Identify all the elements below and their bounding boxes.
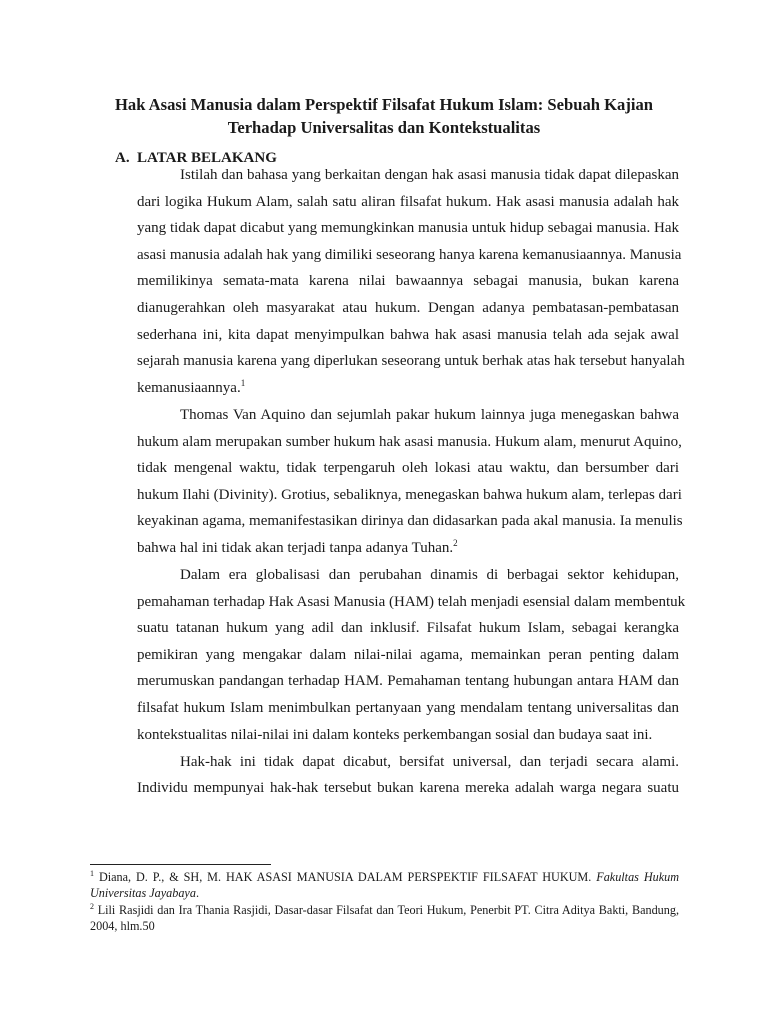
footnote-number: 2 xyxy=(90,901,94,911)
body-line: Thomas Van Aquino dan sejumlah pakar hukum lainnya juga menegaskan bahwa xyxy=(180,407,679,423)
body-line: hukum alam merupakan sumber hukum hak asasi manusia. Hukum alam, menurut Aquino, xyxy=(137,434,682,450)
body-line: memilikinya semata-mata karena nilai bawaannya sebagai manusia, bukan karena xyxy=(137,273,679,289)
footnote-text: Lili Rasjidi dan Ira Thania Rasjidi, Dasar-dasar Filsafat dan Teori Hukum, Penerbit PT. Citra Aditya Bakti, Bandung, xyxy=(97,903,679,917)
body-line-with-footnote-ref xyxy=(137,378,679,398)
body-line: hukum Ilahi (Divinity). Grotius, sebaliknya, menegaskan bahwa hukum alam, terlepas dari xyxy=(137,487,682,503)
footnote-source: Universitas Jayabaya xyxy=(90,886,196,900)
body-line: pemikiran yang mengakar dalam nilai-nilai agama, memainkan peran penting dalam xyxy=(137,647,679,663)
body-line: kontekstualitas nilai-nilai ini dalam konteks perkembangan sosial dan budaya saat ini. xyxy=(137,727,653,743)
footnote-number: 1 xyxy=(90,868,94,878)
body-line: Dalam era globalisasi dan perubahan dinamis di berbagai sektor kehidupan, xyxy=(180,567,679,583)
title-line-2: Terhadap Universalitas dan Kontekstualitas xyxy=(227,118,541,137)
body-line: Istilah dan bahasa yang berkaitan dengan hak asasi manusia tidak dapat dilepaskan xyxy=(180,167,679,183)
body-line: dari logika Hukum Alam, salah satu aliran filsafat hukum. Hak asasi manusia adalah hak xyxy=(137,194,679,210)
body-line: filsafat hukum Islam menimbulkan pertanyaan yang mendalam tentang universalitas dan xyxy=(137,700,679,716)
footnote-1-continued xyxy=(90,885,679,901)
body-line: Individu mempunyai hak-hak tersebut bukan karena mereka adalah warga negara suatu xyxy=(137,780,679,796)
footnote-text: Diana, D. P., & SH, M. HAK ASASI MANUSIA DALAM PERSPEKTIF FILSAFAT HUKUM. xyxy=(98,870,592,884)
footnote-2 xyxy=(90,902,679,918)
body-line-text: bahwa hal ini tidak akan terjadi tanpa adanya Tuhan. xyxy=(137,540,454,556)
document-title xyxy=(60,93,708,139)
body-line: dianugerahkan oleh masyarakat atau hukum. Dengan adanya pembatasan-pembatasan xyxy=(137,300,679,316)
body-line-with-footnote-ref xyxy=(137,538,679,558)
footnote-2-continued: 2004, hlm.50 xyxy=(90,919,155,933)
body-line: Hak-hak ini tidak dapat dicabut, bersifat universal, dan terjadi secara alami. xyxy=(180,754,679,770)
title-line-1: Hak Asasi Manusia dalam Perspektif Filsafat Hukum Islam: Sebuah Kajian xyxy=(115,95,653,114)
body-line: sederhana ini, kita dapat menyimpulkan bahwa hak asasi manusia telah ada sejak awal xyxy=(137,327,679,343)
section-heading-text: LATAR BELAKANG xyxy=(137,150,277,166)
body-line: yang tidak dapat dicabut yang memungkinkan manusia untuk hidup sebagai manusia. Hak xyxy=(137,220,679,236)
body-line: pemahaman terhadap Hak Asasi Manusia (HAM) telah menjadi esensial dalam membentuk xyxy=(137,594,686,610)
body-line: suatu tatanan hukum yang adil dan inklusif. Filsafat hukum Islam, sebagai kerangka xyxy=(137,620,679,636)
body-line: sejarah manusia karena yang diperlukan seseorang untuk berhak atas hak tersebut hanyalah xyxy=(137,353,685,369)
footnote-period: . xyxy=(195,886,199,900)
body-line: asasi manusia adalah hak yang dimiliki seseorang hanya karena kemanusiaannya. Manusia xyxy=(137,247,682,263)
body-line: merumuskan pandangan terhadap HAM. Pemahaman tentang hubungan antara HAM dan xyxy=(137,673,679,689)
footnote-ref[interactable]: 2 xyxy=(453,538,458,548)
section-number: A. xyxy=(115,150,130,166)
footnote-separator xyxy=(90,864,271,865)
body-line: tidak mengenal waktu, tidak terpengaruh oleh lokasi atau waktu, dan bersumber dari xyxy=(137,460,679,476)
footnote-1 xyxy=(90,869,679,885)
footnote-source: Fakultas Hukum xyxy=(596,870,680,884)
body-line-text: kemanusiaannya. xyxy=(137,380,241,396)
footnote-ref[interactable]: 1 xyxy=(240,378,246,388)
body-line: keyakinan agama, memanifestasikan dirinya dan didasarkan pada akal manusia. Ia menulis xyxy=(137,513,683,529)
